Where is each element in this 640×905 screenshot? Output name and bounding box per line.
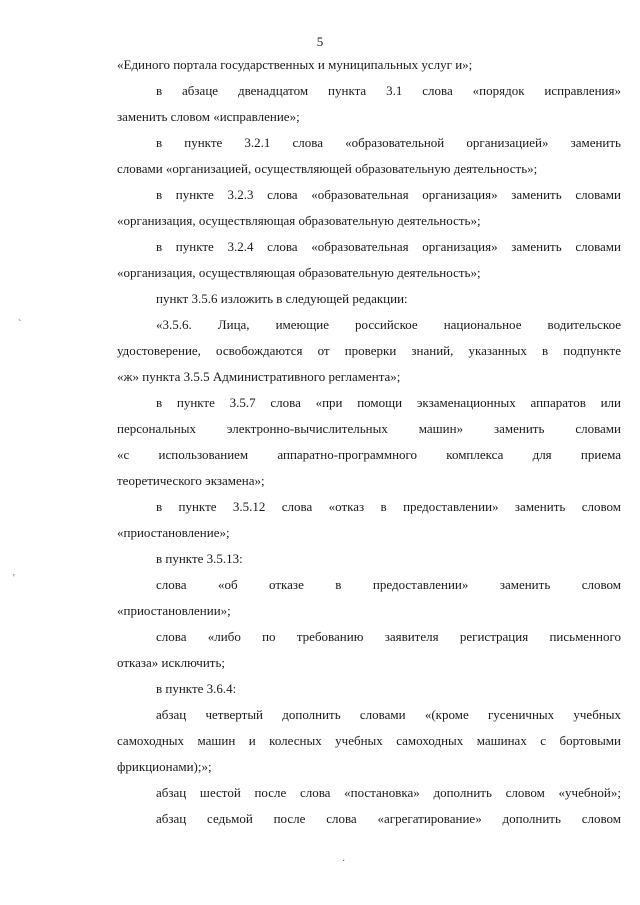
text-line: заменить словом «исправление»; <box>117 109 300 124</box>
text-line: теоретического экзамена»; <box>117 473 265 488</box>
text-line: в пункте 3.2.1 слова «образовательной организацией» заменить <box>156 135 621 150</box>
text-line: слова «об отказе в предоставлении» заменить словом <box>156 577 621 592</box>
text-line: персональных электронно-вычислительных машин» заменить словами <box>117 421 621 436</box>
text-line: пункт 3.5.6 изложить в следующей редакции: <box>156 291 408 306</box>
scan-speck: · <box>342 856 346 867</box>
text-line: в пункте 3.2.4 слова «образовательная организация» заменить словами <box>156 239 621 254</box>
text-line: «3.5.6. Лица, имеющие российское национальное водительское <box>156 317 621 332</box>
text-line: «организация, осуществляющая образовательную деятельность»; <box>117 213 481 228</box>
text-line: фрикционами);»; <box>117 759 212 774</box>
text-line: абзац шестой после слова «постановка» дополнить словом «учебной»; <box>156 785 621 800</box>
document-body <box>117 52 621 832</box>
scan-speck: ' <box>13 573 15 584</box>
page-number: 5 <box>316 34 324 49</box>
text-line: отказа» исключить; <box>117 655 226 670</box>
text-line: в пункте 3.5.13: <box>156 551 243 566</box>
text-line: самоходных машин и колесных учебных самоходных машинах с бортовыми <box>117 733 621 748</box>
text-line: «с использованием аппаратно-программного комплекса для приема <box>117 447 621 462</box>
text-line: слова «либо по требованию заявителя регистрация письменного <box>156 629 621 644</box>
text-line: «Единого портала государственных и муниципальных услуг и»; <box>117 57 473 72</box>
text-line: «ж» пункта 3.5.5 Административного регламента»; <box>117 369 401 384</box>
text-line: в пункте 3.5.7 слова «при помощи экзаменационных аппаратов или <box>156 395 621 410</box>
text-line: «приостановлении»; <box>117 603 231 618</box>
scan-speck: ` <box>18 319 22 330</box>
text-line: «приостановление»; <box>117 525 230 540</box>
text-line: в пункте 3.2.3 слова «образовательная организация» заменить словами <box>156 187 621 202</box>
text-line: абзац четвертый дополнить словами «(кроме гусеничных учебных <box>156 707 621 722</box>
text-line: в абзаце двенадцатом пункта 3.1 слова «порядок исправления» <box>156 83 621 98</box>
text-line: удостоверение, освобождаются от проверки знаний, указанных в подпункте <box>117 343 621 358</box>
text-line: в пункте 3.5.12 слова «отказ в предоставлении» заменить словом <box>156 499 621 514</box>
text-line: словами «организацией, осуществляющей образовательную деятельность»; <box>117 161 538 176</box>
text-line: абзац седьмой после слова «агрегатирование» дополнить словом <box>156 811 621 826</box>
text-line: в пункте 3.6.4: <box>156 681 237 696</box>
text-line: «организация, осуществляющая образовательную деятельность»; <box>117 265 481 280</box>
